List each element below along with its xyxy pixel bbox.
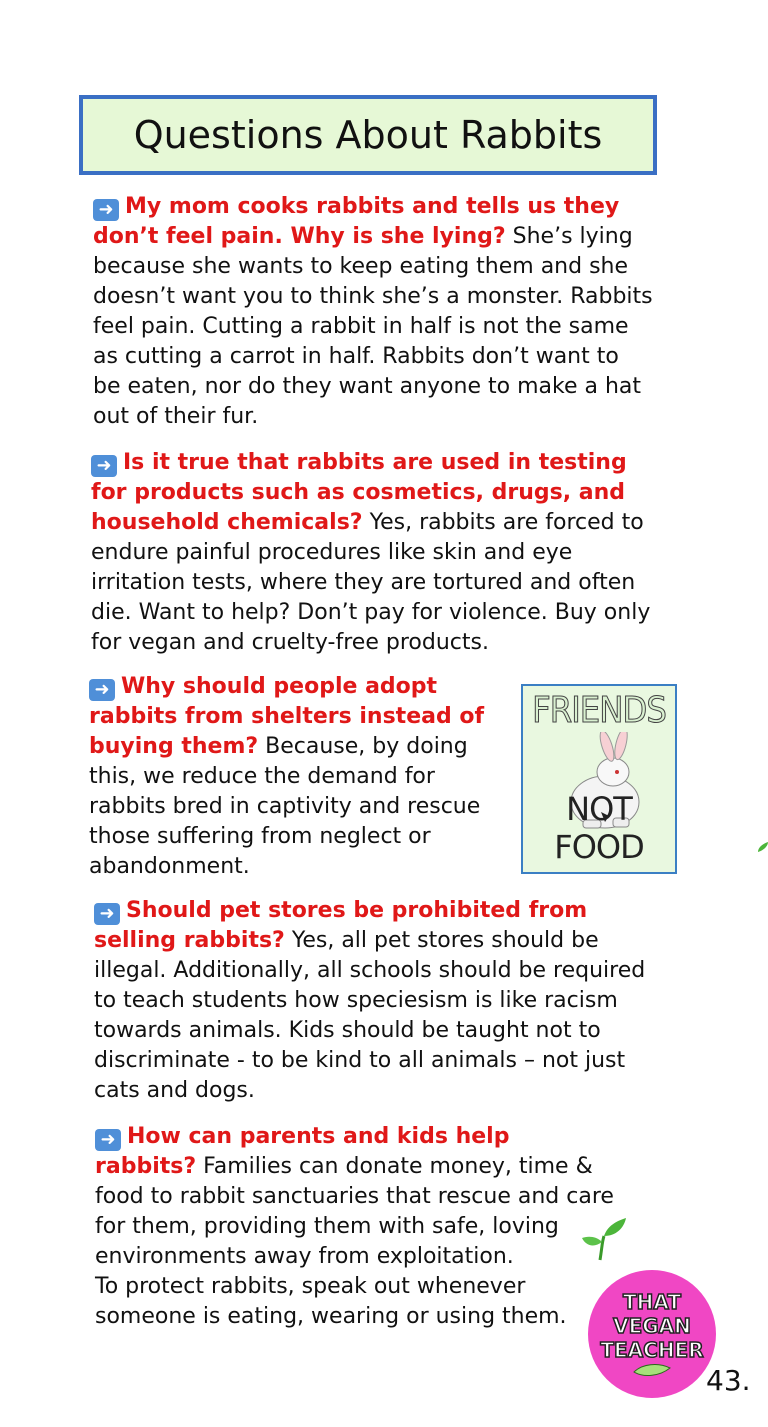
qa-item-3	[89, 672, 499, 882]
title-box	[79, 95, 657, 175]
qa-item-2	[91, 448, 661, 658]
answer-text: Because, by doing this, we reduce the demand for rabbits bred in captivity and rescue those suffering from neglect or abandonment.	[89, 734, 481, 879]
badge-line-1: THAT	[623, 1290, 681, 1314]
poster-bottom-text: NOT FOOD	[554, 790, 644, 866]
badge-line-3: TEACHER	[600, 1338, 704, 1362]
question-text: My mom cooks rabbits and tells us they don’t feel pain. Why is she lying?	[93, 194, 620, 249]
sprout-icon	[580, 1214, 628, 1262]
qa-item-5	[95, 1122, 615, 1332]
badge-line-2: VEGAN	[613, 1314, 691, 1338]
qa-item-1	[93, 192, 653, 432]
question-text: Is it true that rabbits are used in testing for products such as cosmetics, drugs, and household chemicals?	[91, 450, 627, 535]
page-title: Questions About Rabbits	[133, 113, 603, 157]
answer-text: She’s lying because she wants to keep eating them and she doesn’t want you to think she’s a monster. Rabbits feel pain. Cutting a rabbit in half is not the same as cutting a carrot in half. Rabbits don’t want to be eaten, nor do they want anyone to make a hat out of their fur.	[93, 224, 653, 429]
page-number: 43.	[706, 1364, 751, 1397]
answer-text: Families can donate money, time & food to rabbit sanctuaries that rescue and care for them, providing them with safe, loving environments away from exploitation.	[95, 1154, 614, 1269]
qa-item-4	[94, 896, 654, 1106]
right-arrow-icon: ➜	[91, 455, 117, 477]
question-text: How can parents and kids help rabbits?	[95, 1124, 510, 1179]
leaf-icon	[632, 1362, 672, 1378]
leaf-icon	[756, 838, 768, 854]
right-arrow-icon: ➜	[89, 679, 115, 701]
answer-text: Yes, rabbits are forced to endure painful procedures like skin and eye irritation tests, where they are tortured and often die. Want to help? Don’t pay for violence. Buy only for vegan and cruelty-free products.	[91, 510, 651, 655]
right-arrow-icon: ➜	[95, 1129, 121, 1151]
answer-text-2: To protect rabbits, speak out whenever someone is eating, wearing or using them.	[95, 1274, 567, 1329]
answer-text: Yes, all pet stores should be illegal. Additionally, all schools should be required to teach students how speciesism is like racism towards animals. Kids should be taught not to discriminate - to be kind to all animals – not just cats and dogs.	[94, 928, 646, 1103]
right-arrow-icon: ➜	[94, 903, 120, 925]
question-text: Why should people adopt rabbits from shelters instead of buying them?	[89, 674, 485, 759]
question-text: Should pet stores be prohibited from selling rabbits?	[94, 898, 588, 953]
poster-top-text: FRIENDS	[532, 690, 666, 731]
that-vegan-teacher-logo	[588, 1270, 716, 1398]
right-arrow-icon: ➜	[93, 199, 119, 221]
friends-not-food-poster	[521, 684, 677, 874]
